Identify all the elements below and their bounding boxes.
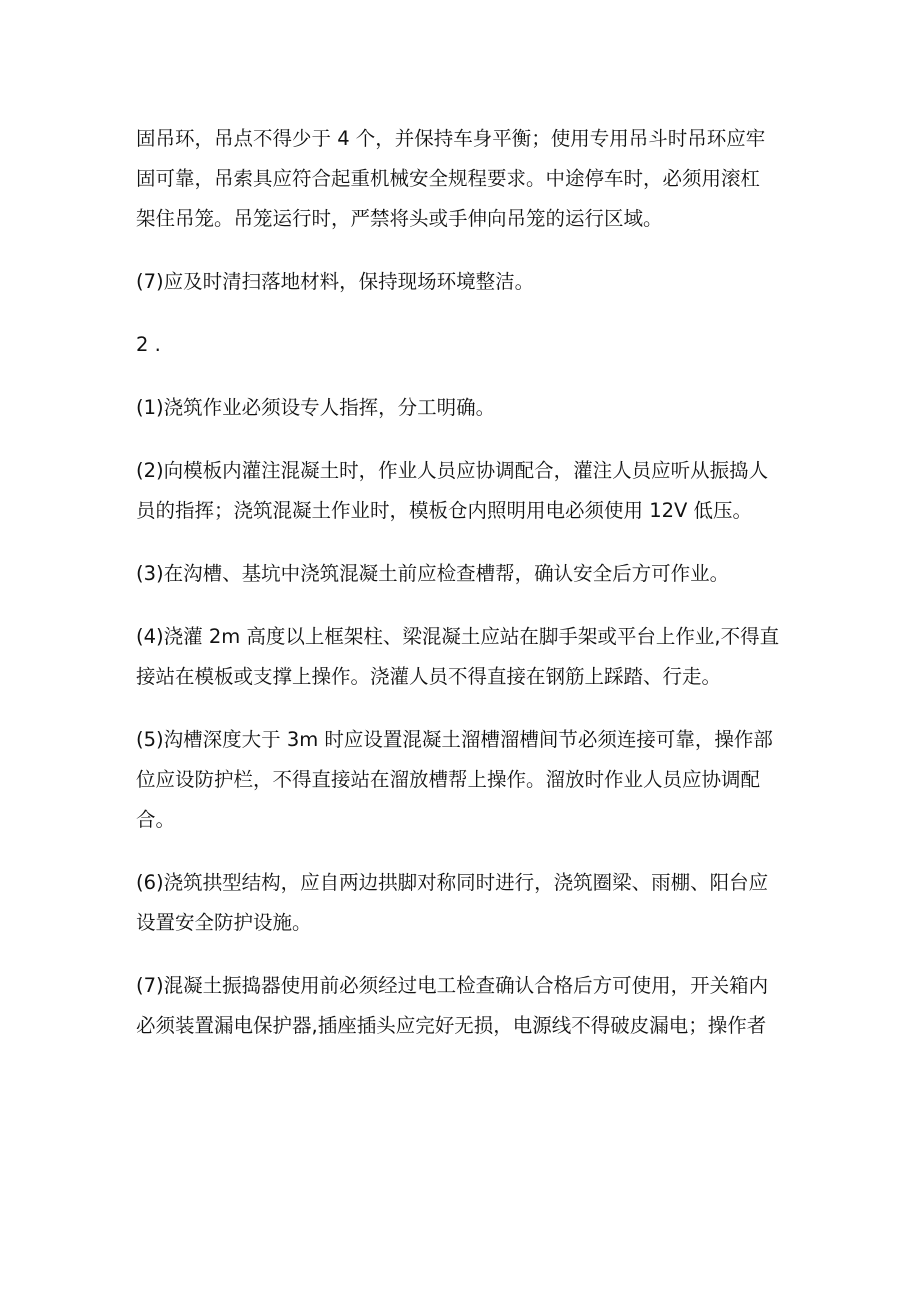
text-line: 架住吊笼。吊笼运行时，严禁将头或手伸向吊笼的运行区域。 — [136, 207, 663, 230]
paragraph-lifting-cage — [136, 119, 790, 239]
section-number: 2 . — [136, 333, 161, 356]
document-body — [136, 119, 790, 1069]
paragraph-item-7-vibrator — [136, 966, 790, 1046]
text-line: 合。 — [136, 808, 176, 831]
paragraph-item-6 — [136, 863, 790, 943]
text-line: (6)浇筑拱型结构，应自两边拱脚对称同时进行，浇筑圈梁、雨棚、阳台应 — [136, 871, 769, 894]
paragraph-item-4 — [136, 617, 790, 697]
text-line: (7)混凝土振捣器使用前必须经过电工检查确认合格后方可使用，开关箱内 — [136, 974, 769, 997]
text-line: 必须装置漏电保护器,插座插头应完好无损，电源线不得破皮漏电；操作者 — [136, 1014, 767, 1037]
text-line: (5)沟槽深度大于 3m 时应设置混凝土溜槽溜槽间节必须连接可靠，操作部 — [136, 728, 773, 751]
paragraph-item-2 — [136, 451, 790, 531]
text-line: 固可靠，吊索具应符合起重机械安全规程要求。中途停车时，必须用滚杠 — [136, 167, 761, 190]
paragraph-item-3 — [136, 554, 790, 594]
text-line: (7)应及时清扫落地材料，保持现场环境整洁。 — [136, 270, 535, 293]
text-line: 固吊环，吊点不得少于 4 个，并保持车身平衡；使用专用吊斗时吊环应牢 — [136, 127, 766, 150]
text-line: 位应设防护栏，不得直接站在溜放槽帮上操作。溜放时作业人员应协调配 — [136, 768, 761, 791]
text-line: (2)向模板内灌注混凝土时，作业人员应协调配合，灌注人员应听从振捣人 — [136, 459, 769, 482]
text-line: (1)浇筑作业必须设专人指挥，分工明确。 — [136, 396, 496, 419]
paragraph-item-7-cleanup — [136, 262, 790, 302]
text-line: (3)在沟槽、基坑中浇筑混凝土前应检查槽帮，确认安全后方可作业。 — [136, 562, 730, 585]
text-line: (4)浇灌 2m 高度以上框架柱、梁混凝土应站在脚手架或平台上作业,不得直 — [136, 625, 780, 648]
text-line: 员的指挥；浇筑混凝土作业时，模板仓内照明用电必须使用 12V 低压。 — [136, 499, 753, 522]
text-line: 接站在模板或支撑上操作。浇灌人员不得直接在钢筋上踩踏、行走。 — [136, 665, 722, 688]
section-heading-2 — [136, 325, 790, 365]
paragraph-item-5 — [136, 720, 790, 840]
text-line: 设置安全防护设施。 — [136, 911, 312, 934]
paragraph-item-1 — [136, 388, 790, 428]
